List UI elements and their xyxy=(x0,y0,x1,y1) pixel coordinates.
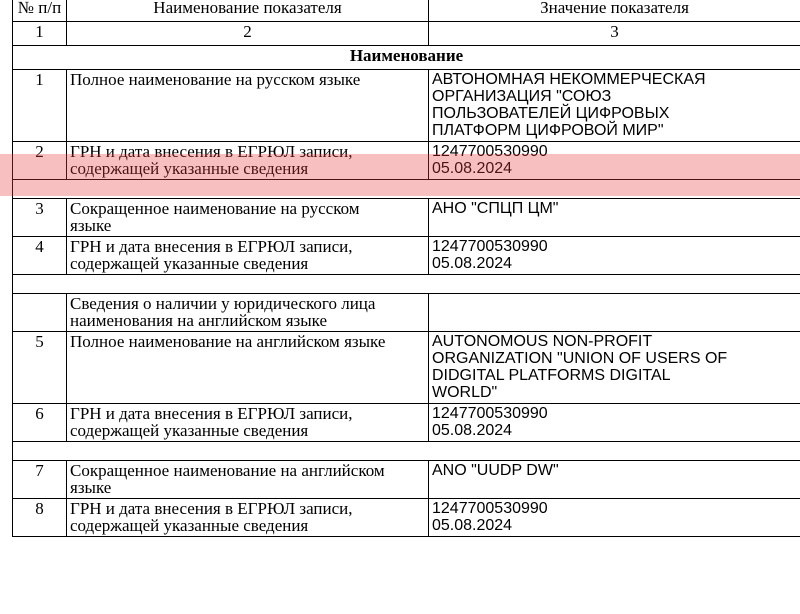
row-number: 5 xyxy=(13,332,67,404)
indicator-value-line: 05.08.2024 xyxy=(432,255,513,272)
section-row xyxy=(13,46,800,70)
table-row xyxy=(13,70,800,142)
row-number: 1 xyxy=(13,70,67,142)
indicator-name-line: содержащей указанные сведения xyxy=(70,516,309,535)
indicator-value xyxy=(429,70,800,142)
table-row xyxy=(13,499,800,537)
indicator-value-line: AUTONOMOUS NON-PROFIT xyxy=(432,333,653,350)
indicator-value-line: ПЛАТФОРМ ЦИФРОВОЙ МИР" xyxy=(432,122,664,139)
table-row xyxy=(13,199,800,237)
indicator-value xyxy=(429,237,800,275)
indicator-value-line: DIDGITAL PLATFORMS DIGITAL xyxy=(432,367,671,384)
spacer-cell xyxy=(13,442,800,461)
indicator-name-line: языке xyxy=(70,478,112,497)
spacer-row xyxy=(13,275,800,294)
indicator-name xyxy=(67,499,429,537)
row-number: 8 xyxy=(13,499,67,537)
index-2: 2 xyxy=(67,22,429,46)
row-number: 2 xyxy=(13,142,67,180)
indicator-name-line: ГРН и дата внесения в ЕГРЮЛ записи, xyxy=(70,499,353,518)
table-row xyxy=(13,404,800,442)
indicator-value xyxy=(429,332,800,404)
indicator-name xyxy=(67,404,429,442)
row-number: 4 xyxy=(13,237,67,275)
indicator-name-line: наименования на английском языке xyxy=(70,311,328,330)
indicator-value-line: 1247700530990 xyxy=(432,143,548,160)
indicator-value-line: 1247700530990 xyxy=(432,405,548,422)
table-row xyxy=(13,294,800,332)
table-row xyxy=(13,237,800,275)
indicator-value-line: 1247700530990 xyxy=(432,500,548,517)
column-index-row xyxy=(13,22,800,46)
indicator-value-line: 1247700530990 xyxy=(432,238,548,255)
indicator-value-line: ПОЛЬЗОВАТЕЛЕЙ ЦИФРОВЫХ xyxy=(432,105,670,122)
table-header-row xyxy=(13,0,800,22)
indicator-value-line: 05.08.2024 xyxy=(432,517,513,534)
indicator-value-line: 05.08.2024 xyxy=(432,422,513,439)
indicator-name-line: Сведения о наличии у юридического лица xyxy=(70,294,376,313)
indicator-name xyxy=(67,461,429,499)
header-num: № п/п xyxy=(13,0,67,22)
indicator-value-line: АНО "СПЦП ЦМ" xyxy=(432,200,559,217)
indicator-value-line: АВТОНОМНАЯ НЕКОММЕРЧЕСКАЯ xyxy=(432,71,706,88)
indicator-value xyxy=(429,404,800,442)
spacer-row xyxy=(13,180,800,199)
row-number: 3 xyxy=(13,199,67,237)
indicator-value xyxy=(429,461,800,499)
indicator-name-line: языке xyxy=(70,216,112,235)
egrul-table xyxy=(12,0,800,537)
indicator-name xyxy=(67,199,429,237)
table-row xyxy=(13,332,800,404)
indicator-name-line: содержащей указанные сведения xyxy=(70,254,309,273)
row-number: 7 xyxy=(13,461,67,499)
table-row xyxy=(13,461,800,499)
indicator-name-line: содержащей указанные сведения xyxy=(70,421,309,440)
indicator-name-line: ГРН и дата внесения в ЕГРЮЛ записи, xyxy=(70,142,353,161)
spacer-cell xyxy=(13,275,800,294)
indicator-name-line: Сокращенное наименование на русском xyxy=(70,199,360,218)
table-row xyxy=(13,142,800,180)
indicator-value xyxy=(429,294,800,332)
indicator-name-line: ГРН и дата внесения в ЕГРЮЛ записи, xyxy=(70,404,353,423)
indicator-name-line: содержащей указанные сведения xyxy=(70,159,309,178)
index-3: 3 xyxy=(429,22,800,46)
indicator-name-line: Полное наименование на английском языке xyxy=(70,332,386,351)
spacer-row xyxy=(13,442,800,461)
section-title: Наименование xyxy=(13,46,800,70)
indicator-value-line: ОРГАНИЗАЦИЯ "СОЮЗ xyxy=(432,88,612,105)
indicator-value-line: 05.08.2024 xyxy=(432,160,513,177)
indicator-name-line: Сокращенное наименование на английском xyxy=(70,461,385,480)
indicator-value xyxy=(429,142,800,180)
indicator-name xyxy=(67,70,429,142)
indicator-name-line: Полное наименование на русском языке xyxy=(70,70,361,89)
table-body xyxy=(13,70,800,537)
indicator-value-line: WORLD" xyxy=(432,384,498,401)
indicator-name xyxy=(67,332,429,404)
indicator-name-line: ГРН и дата внесения в ЕГРЮЛ записи, xyxy=(70,237,353,256)
row-number xyxy=(13,294,67,332)
index-1: 1 xyxy=(13,22,67,46)
row-number: 6 xyxy=(13,404,67,442)
indicator-value-line: ORGANIZATION "UNION OF USERS OF xyxy=(432,350,728,367)
header-value: Значение показателя xyxy=(429,0,800,22)
indicator-name xyxy=(67,142,429,180)
indicator-name xyxy=(67,294,429,332)
indicator-name xyxy=(67,237,429,275)
indicator-value-line: ANO "UUDP DW" xyxy=(432,462,559,479)
indicator-value xyxy=(429,499,800,537)
spacer-cell xyxy=(13,180,800,199)
indicator-value xyxy=(429,199,800,237)
header-name: Наименование показателя xyxy=(67,0,429,22)
